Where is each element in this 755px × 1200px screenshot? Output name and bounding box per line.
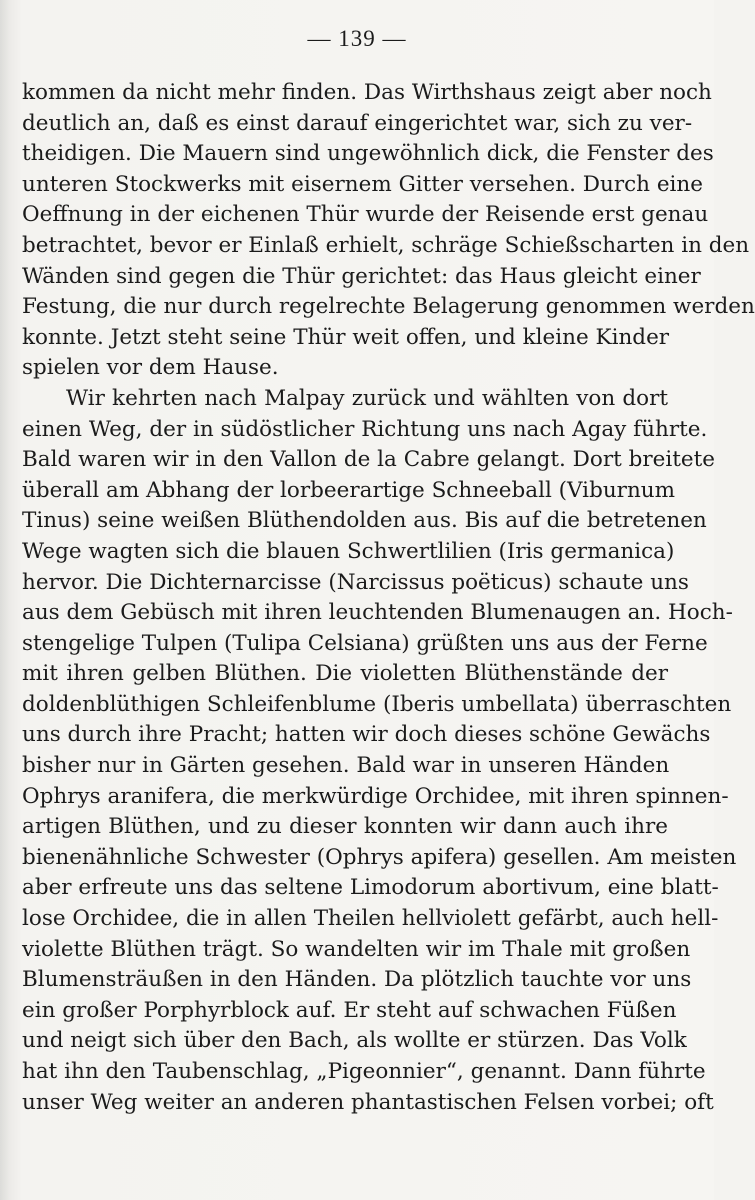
text-line: bisher nur in Gärten gesehen. Bald war in unseren Händen [22, 753, 670, 779]
text-line: doldenblüthigen Schleifenblume (Iberis umbellata) überraschten [22, 691, 732, 717]
text-line: Wege wagten sich die blauen Schwertlilien (Iris germanica) [22, 538, 675, 564]
text-line: einen Weg, der in südöstlicher Richtung uns nach Agay führte. [22, 416, 708, 442]
text-line: kommen da nicht mehr finden. Das Wirthshaus zeigt aber noch [22, 80, 712, 105]
text-line: unteren Stockwerks mit eisernem Gitter versehen. Durch eine [22, 171, 703, 197]
paragraph-start-line: Wir kehrten nach Malpay zurück und wählten von dort [66, 385, 668, 411]
text-line: artigen Blüthen, und zu dieser konnten wir dann auch ihre [22, 814, 668, 840]
text-line: theidigen. Die Mauern sind ungewöhnlich dick, die Fenster des [22, 141, 714, 167]
text-line: Oeffnung in der eichenen Thür wurde der Reisende erst genau [22, 202, 709, 228]
text-line: Blumensträußen in den Händen. Da plötzlich tauchte vor uns [22, 967, 692, 993]
text-line: hat ihn den Taubenschlag, „Pigeonnier“, genannt. Dann führte [22, 1059, 706, 1084]
text-line: unser Weg weiter an anderen phantastischen Felsen vorbei; oft [22, 1089, 714, 1115]
text-line: uns durch ihre Pracht; hatten wir doch dieses schöne Gewächs [22, 722, 711, 748]
text-line: Wänden sind gegen die Thür gerichtet: das Haus gleicht einer [22, 263, 701, 289]
text-line: und neigt sich über den Bach, als wollte er stürzen. Das Volk [22, 1028, 687, 1054]
text-line: ein großer Porphyrblock auf. Er steht auf schwachen Füßen [22, 997, 677, 1023]
text-line: Bald waren wir in den Vallon de la Cabre gelangt. Dort breitete [22, 447, 715, 473]
text-line: stengelige Tulpen (Tulipa Celsiana) grüßten uns aus der Ferne [22, 630, 708, 656]
text-line: bienenähnliche Schwester (Ophrys apifera) gesellen. Am meisten [22, 844, 737, 870]
text-line: lose Orchidee, die in allen Theilen hellviolett gefärbt, auch hell- [22, 906, 719, 932]
paragraph-end-line: spielen vor dem Hause. [22, 355, 279, 381]
body-text [22, 78, 755, 1118]
text-line: violette Blüthen trägt. So wandelten wir im Thale mit großen [22, 936, 691, 962]
text-line: Festung, die nur durch regelrechte Belagerung genommen werden [22, 294, 755, 320]
text-line: aus dem Gebüsch mit ihren leuchtenden Blumenaugen an. Hoch- [22, 600, 733, 626]
text-line: deutlich an, daß es einst darauf eingerichtet war, sich zu ver- [22, 110, 693, 136]
text-line: Ophrys aranifera, die merkwürdige Orchidee, mit ihren spinnen- [22, 783, 729, 809]
text-line: Tinus) seine weißen Blüthendolden aus. Bis auf die betretenen [22, 508, 707, 534]
text-line: konnte. Jetzt steht seine Thür weit offen, und kleine Kinder [22, 324, 670, 350]
text-line: mit ihren gelben Blüthen. Die violetten Blüthenstände der [22, 661, 668, 687]
text-line: überall am Abhang der lorbeerartige Schneeball (Viburnum [22, 477, 676, 503]
page-number: — 139 — [307, 26, 407, 51]
text-line: betrachtet, bevor er Einlaß erhielt, schräge Schießscharten in den [22, 232, 750, 258]
text-line: aber erfreute uns das seltene Limodorum abortivum, eine blatt- [22, 875, 719, 901]
text-line: hervor. Die Dichternarcisse (Narcissus poëticus) schaute uns [22, 569, 689, 595]
